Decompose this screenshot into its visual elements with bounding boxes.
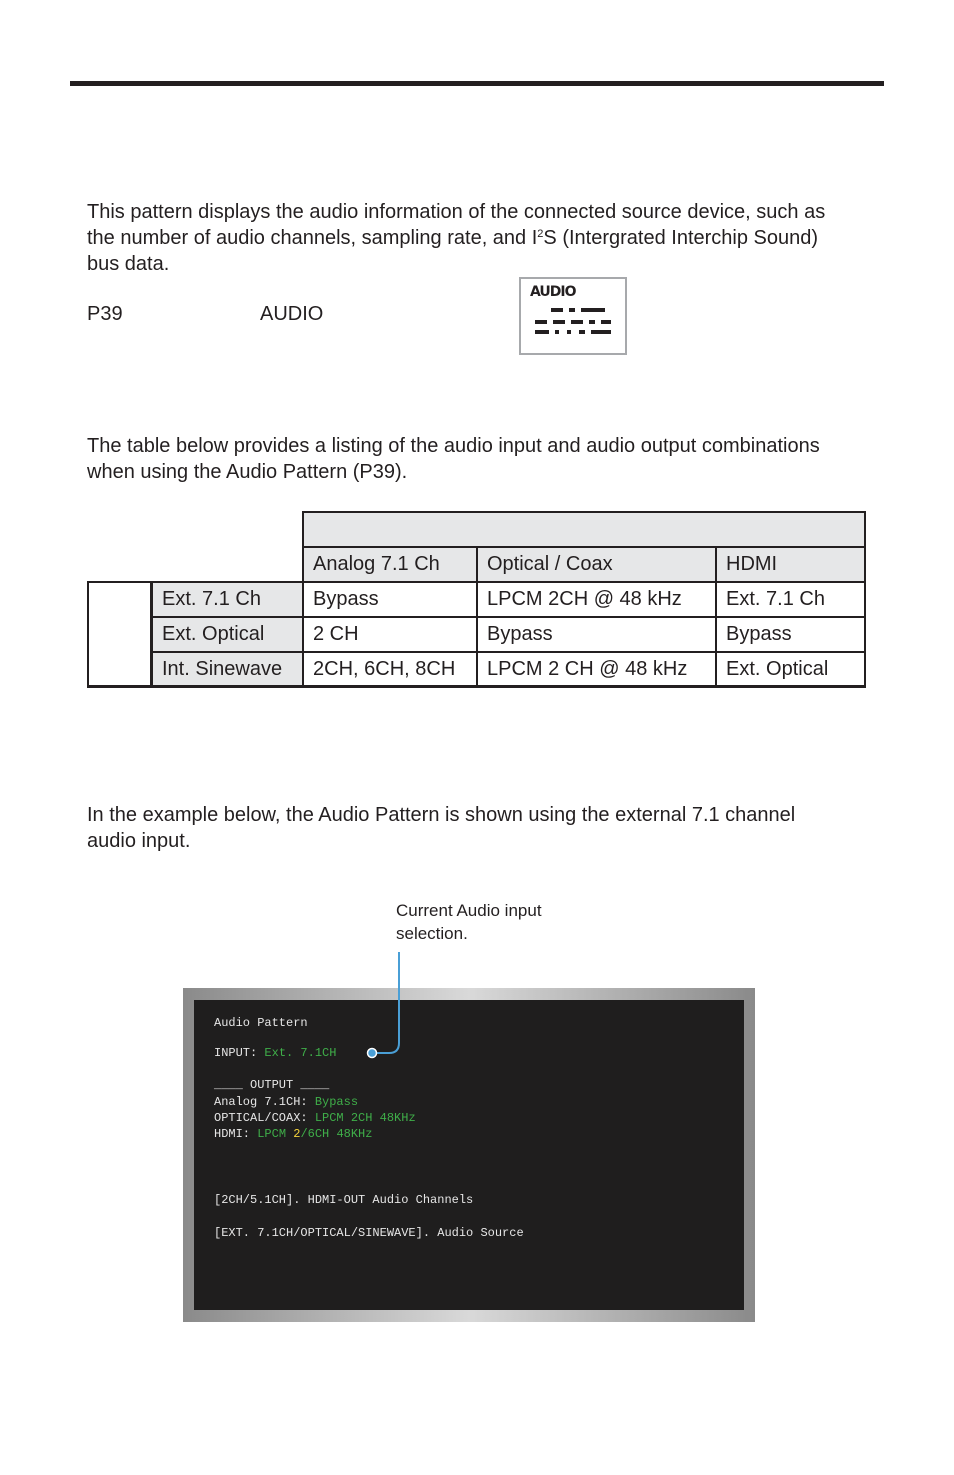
screen-analog-line <box>214 1095 358 1109</box>
table-output-header <box>302 511 866 548</box>
hdmi-label: HDMI: <box>214 1127 258 1141</box>
analog-label: Analog 7.1CH: <box>214 1095 315 1109</box>
table-cell: 2CH, 6CH, 8CH <box>302 651 478 688</box>
thumb-dash <box>571 320 583 324</box>
table-cell: Bypass <box>302 581 478 618</box>
callout-line-2: selection. <box>396 924 468 943</box>
thumb-dash <box>555 330 559 334</box>
thumb-dash <box>535 320 547 324</box>
intro-superscript: 2 <box>537 228 544 240</box>
row-header: Ext. 7.1 Ch <box>151 581 304 618</box>
thumb-dash <box>591 330 611 334</box>
input-label: INPUT: <box>214 1046 265 1060</box>
screenshot-frame <box>183 988 755 1322</box>
intro-paragraph <box>87 199 877 277</box>
thumb-dash <box>579 330 585 334</box>
thumb-dash <box>581 308 605 312</box>
table-cell: Ext. Optical <box>715 651 866 688</box>
pattern-id: P39 <box>87 303 123 325</box>
pattern-name: AUDIO <box>260 303 324 325</box>
screen-title: Audio Pattern <box>214 1016 308 1030</box>
column-header: Optical / Coax <box>476 546 717 583</box>
column-header: Analog 7.1 Ch <box>302 546 478 583</box>
optical-value: LPCM 2CH 48KHz <box>314 1111 416 1125</box>
screen-hdmi-line <box>214 1127 372 1141</box>
callout-label <box>396 899 542 945</box>
screen-hint-2: [EXT. 7.1CH/OPTICAL/SINEWAVE]. Audio Source <box>214 1226 524 1240</box>
table-cell: Bypass <box>476 616 717 653</box>
table-cell: Ext. 7.1 Ch <box>715 581 866 618</box>
table-input-group-header <box>87 581 153 688</box>
table-cell: LPCM 2 CH @ 48 kHz <box>476 651 717 688</box>
thumb-dash <box>553 320 565 324</box>
thumb-dash <box>589 320 595 324</box>
table-cell: Bypass <box>715 616 866 653</box>
thumb-dash <box>567 330 571 334</box>
screen-hint-1: [2CH/5.1CH]. HDMI-OUT Audio Channels <box>214 1193 474 1207</box>
input-value: Ext. 7.1CH <box>264 1046 337 1060</box>
intro-line-3: bus data. <box>87 253 170 275</box>
table-intro-paragraph <box>87 433 877 485</box>
audio-pattern-thumbnail <box>519 277 627 355</box>
table-intro-line-1: The table below provides a listing of the audio input and audio output combinations <box>87 435 820 457</box>
example-intro-line-1: In the example below, the Audio Pattern is shown using the external 7.1 channel <box>87 804 796 826</box>
row-header: Int. Sinewave <box>151 651 304 688</box>
screen-input-line <box>214 1046 336 1060</box>
thumb-dash <box>601 320 611 324</box>
hdmi-value-highlight: 2 <box>293 1127 301 1141</box>
row-header: Ext. Optical <box>151 616 304 653</box>
analog-value: Bypass <box>314 1095 359 1109</box>
screen-optical-line <box>214 1111 416 1125</box>
table-intro-line-2: when using the Audio Pattern (P39). <box>87 461 408 483</box>
table-cell: 2 CH <box>302 616 478 653</box>
intro-line-2a: the number of audio channels, sampling rate, and I <box>87 227 538 249</box>
hdmi-value-c: /6CH 48KHz <box>300 1127 373 1141</box>
table-cell: LPCM 2CH @ 48 kHz <box>476 581 717 618</box>
example-intro-line-2: audio input. <box>87 830 191 852</box>
optical-label: OPTICAL/COAX: <box>214 1111 315 1125</box>
example-intro-paragraph <box>87 802 877 854</box>
header-rule <box>70 81 884 86</box>
thumb-dash <box>551 308 563 312</box>
audio-pattern-screen <box>194 1000 744 1310</box>
intro-line-1: This pattern displays the audio information of the connected source device, such as <box>87 201 826 223</box>
intro-line-2b: S (Intergrated Interchip Sound) <box>543 227 819 249</box>
thumb-dash <box>569 308 575 312</box>
screen-output-header: ____ OUTPUT ____ <box>214 1078 330 1092</box>
thumbnail-title: AUDIO <box>530 284 576 300</box>
hdmi-value-a: LPCM <box>257 1127 294 1141</box>
callout-line-1: Current Audio input <box>396 901 542 920</box>
thumb-dash <box>535 330 549 334</box>
column-header: HDMI <box>715 546 866 583</box>
